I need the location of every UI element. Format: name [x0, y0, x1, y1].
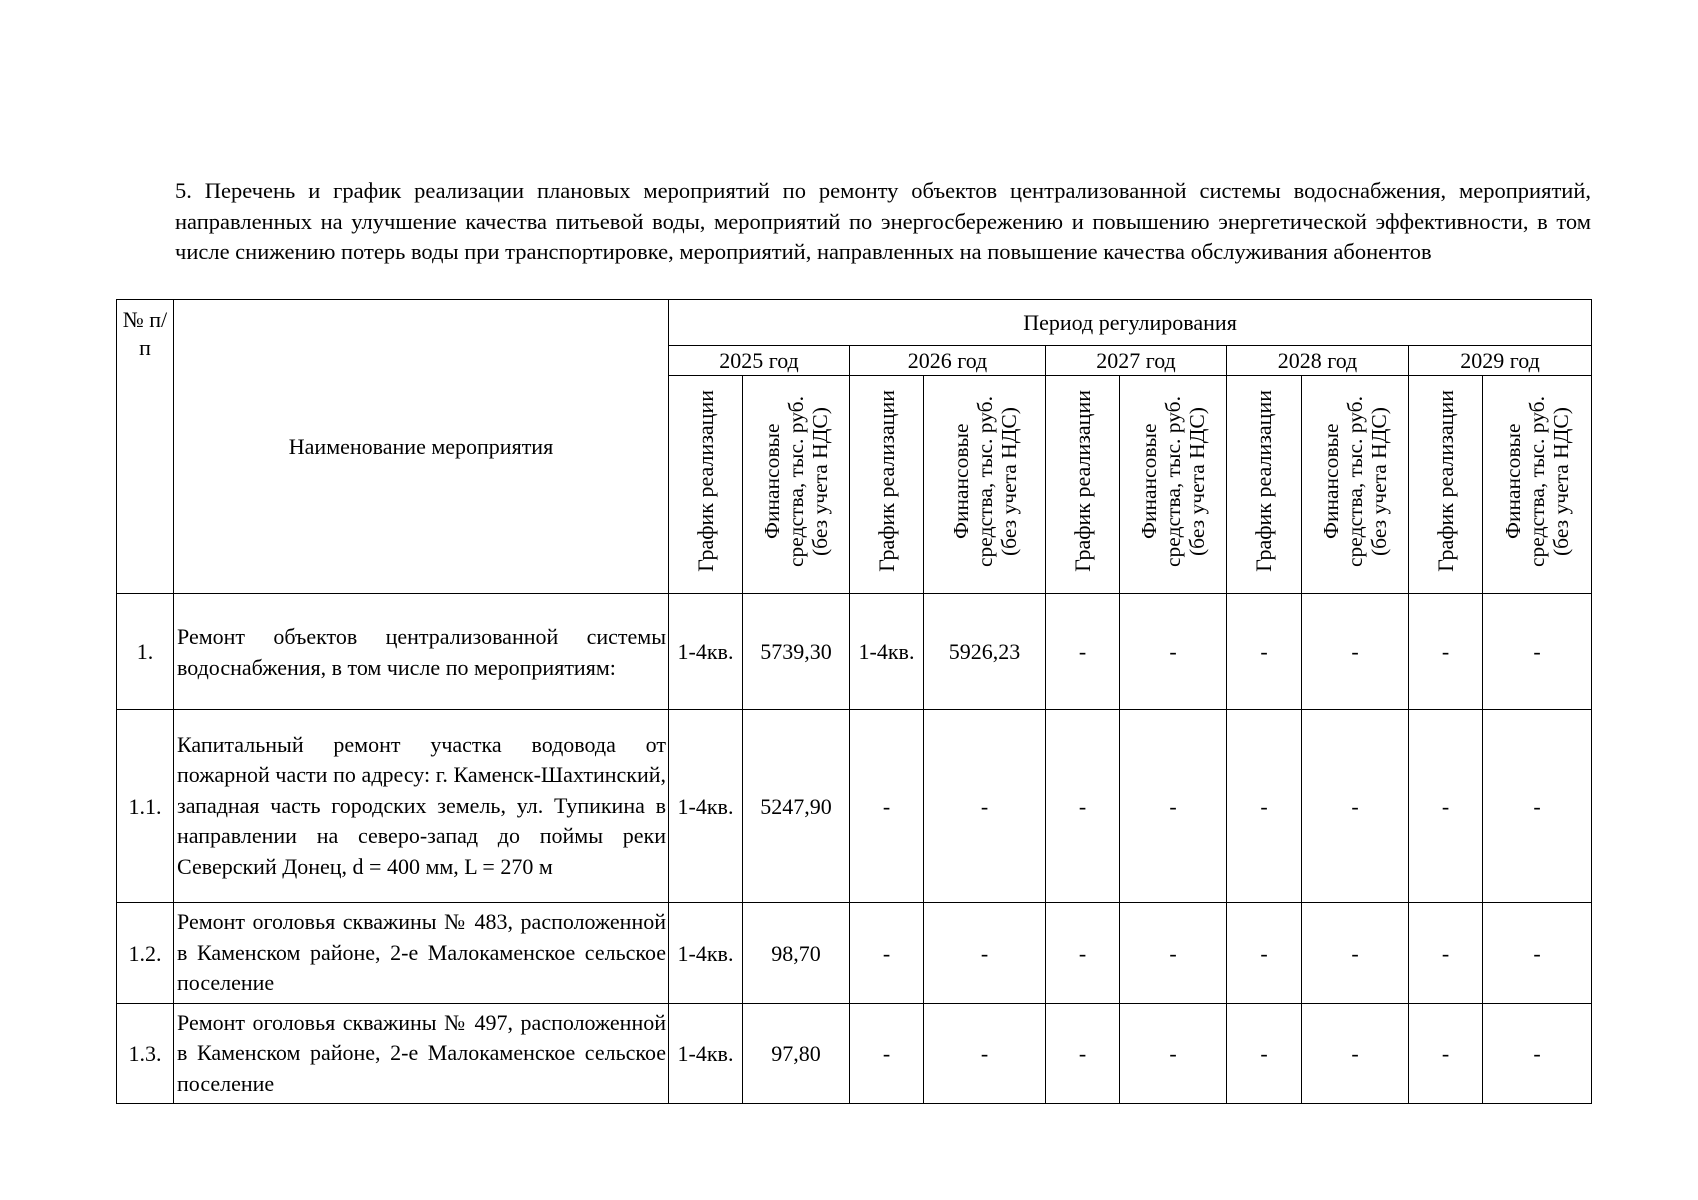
header-year: 2027 год: [1046, 346, 1227, 376]
header-finance: [743, 376, 850, 594]
row-cell: 97,80: [743, 1004, 850, 1104]
row-cell: -: [850, 710, 924, 903]
header-row-period: [117, 300, 1592, 346]
header-finance: [1120, 376, 1227, 594]
schedule-label: График реализации: [1251, 390, 1276, 572]
row-cell: -: [1227, 710, 1302, 903]
row-cell: 1-4кв.: [669, 594, 743, 710]
finance-label: Финансовые средства, тыс. руб. (без учета НДС): [1319, 395, 1391, 567]
finance-label: Финансовые средства, тыс. руб. (без учета НДС): [948, 395, 1021, 567]
header-schedule: [669, 376, 743, 594]
table-row: [117, 1004, 1592, 1104]
row-cell: -: [1046, 710, 1120, 903]
row-cell: -: [1120, 710, 1227, 903]
finance-label: Финансовые средства, тыс. руб. (без учета НДС): [1501, 395, 1574, 567]
header-year: 2026 год: [850, 346, 1046, 376]
row-cell: -: [1120, 1004, 1227, 1104]
header-schedule: [1046, 376, 1120, 594]
row-cell: -: [924, 710, 1046, 903]
row-cell: -: [1302, 903, 1409, 1004]
row-number: 1.1.: [117, 710, 174, 903]
header-finance: [924, 376, 1046, 594]
row-cell: -: [1302, 710, 1409, 903]
row-cell: -: [1483, 903, 1592, 1004]
row-cell: -: [1120, 903, 1227, 1004]
row-cell: -: [924, 1004, 1046, 1104]
header-period: Период регулирования: [669, 300, 1592, 346]
schedule-label: График реализации: [873, 390, 899, 572]
section-heading: 5. Перечень и график реализации плановых мероприятий по ремонту объектов централизованной системы водоснабжения, мероприятий, направленных на улучшение качества питьевой воды, мероприятий по энергосбережению и повышению энергетической эффективности, в том числе снижению потерь воды при транспортировке, мероприятий, направленных на повышение качества обслуживания абонентов: [175, 178, 1591, 264]
row-cell: 1-4кв.: [850, 594, 924, 710]
row-cell: 5739,30: [743, 594, 850, 710]
row-cell: -: [1483, 1004, 1592, 1104]
row-cell: -: [1409, 710, 1483, 903]
row-name: Капитальный ремонт участка водовода от пожарной части по адресу: г. Каменск-Шахтинский, западная часть городских земель, ул. Тупикина в направлении на северо-запад до поймы реки Северский Донец, d = 400 мм, L = 270 м: [174, 710, 669, 903]
row-cell: 98,70: [743, 903, 850, 1004]
schedule-label: График реализации: [1432, 390, 1458, 572]
header-schedule: [1227, 376, 1302, 594]
row-cell: -: [1120, 594, 1227, 710]
header-number: № п/п: [117, 300, 174, 594]
header-schedule: [850, 376, 924, 594]
row-cell: -: [1483, 710, 1592, 903]
row-cell: -: [1046, 1004, 1120, 1104]
header-name: Наименование мероприятия: [174, 300, 669, 594]
row-number: 1.: [117, 594, 174, 710]
table-row: [117, 710, 1592, 903]
row-cell: -: [1302, 594, 1409, 710]
schedule-label: График реализации: [1069, 390, 1095, 572]
row-cell: -: [1227, 903, 1302, 1004]
finance-label: Финансовые средства, тыс. руб. (без учета НДС): [760, 395, 832, 567]
row-number: 1.2.: [117, 903, 174, 1004]
header-schedule: [1409, 376, 1483, 594]
row-cell: 1-4кв.: [669, 903, 743, 1004]
table-row: [117, 594, 1592, 710]
row-cell: -: [1409, 903, 1483, 1004]
row-cell: 5247,90: [743, 710, 850, 903]
header-year: 2025 год: [669, 346, 850, 376]
row-cell: -: [1227, 1004, 1302, 1104]
row-cell: -: [1046, 594, 1120, 710]
measures-table: [116, 299, 1592, 1104]
header-finance: [1483, 376, 1592, 594]
row-cell: -: [1409, 594, 1483, 710]
row-cell: -: [1227, 594, 1302, 710]
table-row: [117, 903, 1592, 1004]
row-cell: -: [1483, 594, 1592, 710]
header-year: 2028 год: [1227, 346, 1409, 376]
schedule-label: График реализации: [692, 390, 718, 572]
row-cell: 1-4кв.: [669, 1004, 743, 1104]
row-cell: -: [924, 903, 1046, 1004]
row-number: 1.3.: [117, 1004, 174, 1104]
row-cell: -: [850, 903, 924, 1004]
row-cell: -: [850, 1004, 924, 1104]
header-finance: [1302, 376, 1409, 594]
row-cell: -: [1046, 903, 1120, 1004]
finance-label: Финансовые средства, тыс. руб. (без учета НДС): [1137, 395, 1209, 567]
row-name: Ремонт оголовья скважины № 497, расположенной в Каменском районе, 2-е Малокаменское сельское поселение: [174, 1004, 669, 1104]
row-name: Ремонт объектов централизованной системы водоснабжения, в том числе по мероприятиям:: [174, 594, 669, 710]
row-cell: 1-4кв.: [669, 710, 743, 903]
row-cell: -: [1409, 1004, 1483, 1104]
row-cell: -: [1302, 1004, 1409, 1104]
row-name: Ремонт оголовья скважины № 483, расположенной в Каменском районе, 2-е Малокаменское сельское поселение: [174, 903, 669, 1004]
row-cell: 5926,23: [924, 594, 1046, 710]
header-year: 2029 год: [1409, 346, 1592, 376]
